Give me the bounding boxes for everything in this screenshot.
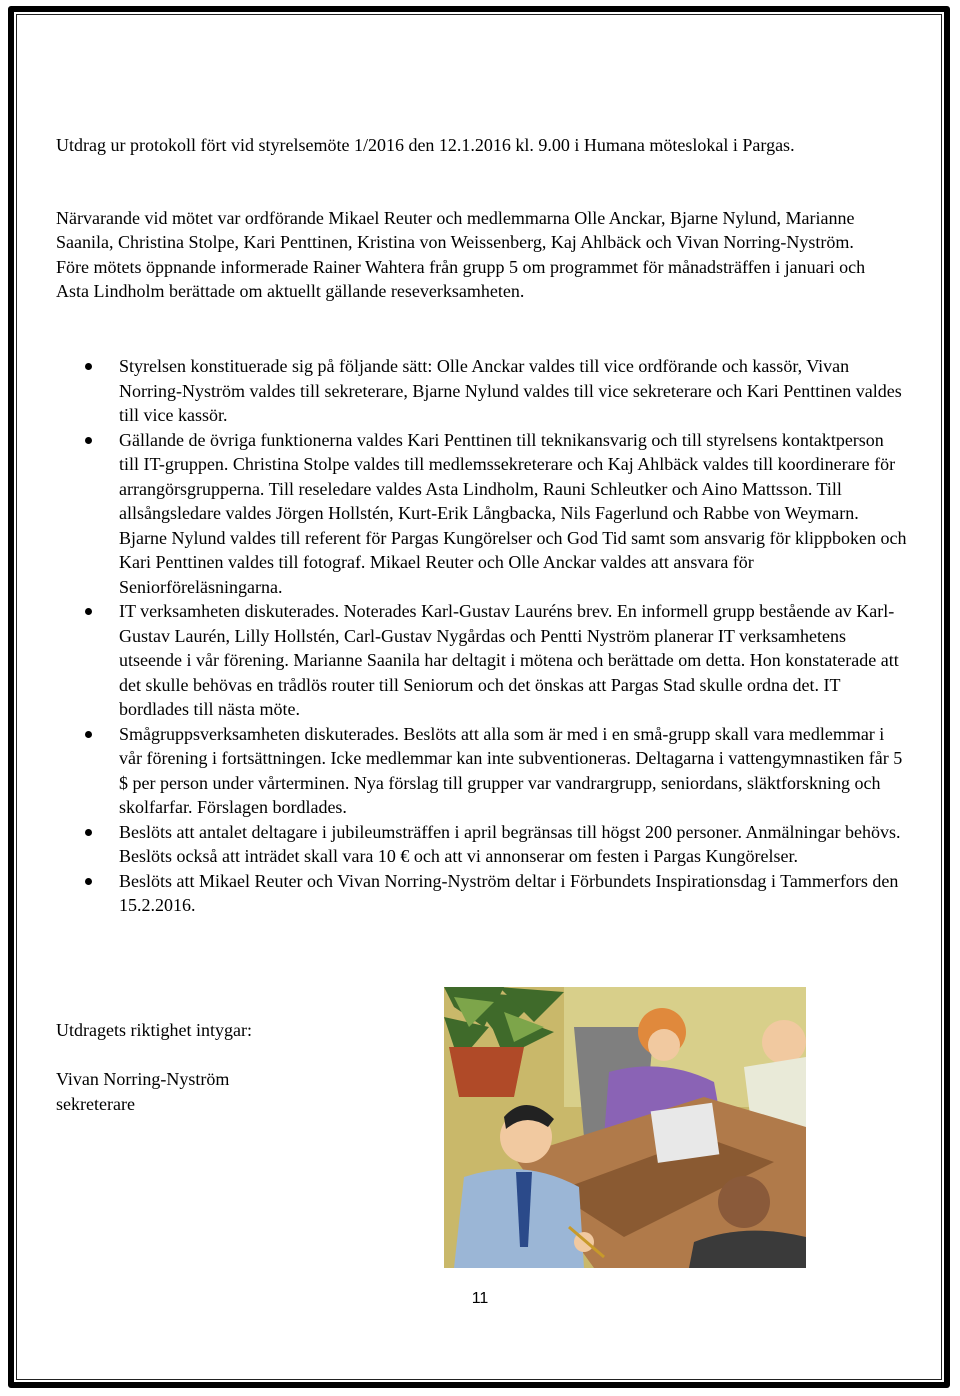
- bullet-icon: [85, 363, 92, 370]
- page-number: 11: [471, 1290, 489, 1307]
- meeting-clipart-icon: [444, 987, 806, 1268]
- bullet-icon: [85, 608, 92, 615]
- attestation-label: Utdragets riktighet intygar:: [56, 1020, 252, 1040]
- list-item: Gällande de övriga funktionerna valdes Kari Penttinen till teknikansvarig och till styrelsens kontaktperson till IT-gruppen. Christina Stolpe valdes till medlemssekreterare och Kaj Ahlbäck valdes till koordinerare för arrangörsgrupperna. Till reseledare valdes Asta Lindholm, Rauni Schleutker och Aino Mattsson. Till allsångsledare valdes Jörgen Hollstén, Kurt-Erik Långbacka, Nils Fagerlund och Rabbe von Weymarn. Bjarne Nylund valdes till referent för Pargas Kungörelser och God Tid samt som ansvarig för klippboken och Kari Penttinen valdes till fotograf. Mikael Reuter och Olle Anckar valdes att ansvara för Seniorföreläsningarna.: [56, 428, 908, 600]
- list-item: Smågruppsverksamheten diskuterades. Beslöts att alla som är med i en små-grupp skall vara medlemmar i vår förening i fortsättningen. Icke medlemmar kan inte subventioneras. Deltagarna i vattengymnastiken får 5 $ per person under vårterminen. Nya förslag till grupper var vandrargrupp, seniordans, släktforskning och skolfarfar. Förslagen bordlades.: [56, 722, 908, 820]
- list-item: Beslöts att Mikael Reuter och Vivan Norring-Nyström deltar i Förbundets Inspirationsdag i Tammerfors den 15.2.2016.: [56, 869, 908, 918]
- list-item: Beslöts att antalet deltagare i jubileumsträffen i april begränsas till högst 200 personer. Anmälningar behövs. Beslöts också att inträdet skall vara 10 € och att vi annonserar om festen i Pargas Kungörelser.: [56, 820, 908, 869]
- list-item: Styrelsen konstituerade sig på följande sätt: Olle Anckar valdes till vice ordförande och kassör, Vivan Norring-Nyström valdes till sekreterare, Bjarne Nylund valdes till vice sekreterare och Kari Penttinen valdes till vice kassör.: [56, 354, 908, 428]
- decision-list: [56, 354, 908, 918]
- attendance-paragraph: Närvarande vid mötet var ordförande Mikael Reuter och medlemmarna Olle Anckar, Bjarne Nylund, Marianne Saanila, Christina Stolpe, Kari Penttinen, Kristina von Weissenberg, Kaj Ahlbäck och Vivan Norring-Nyström. Före mötets öppnande informerade Rainer Wahtera från grupp 5 om programmet för månadsträffen i januari och Asta Lindholm berättade om aktuellt gällande reseverksamheten.: [56, 208, 866, 302]
- bullet-icon: [85, 731, 92, 738]
- bullet-icon: [85, 437, 92, 444]
- bullet-icon: [85, 878, 92, 885]
- signer-title: sekreterare: [56, 1094, 135, 1114]
- signer-name: Vivan Norring-Nyström: [56, 1069, 230, 1089]
- bullet-icon: [85, 829, 92, 836]
- header-paragraph: Utdrag ur protokoll fört vid styrelsemöte 1/2016 den 12.1.2016 kl. 9.00 i Humana möteslokal i Pargas.: [56, 135, 795, 155]
- list-item: IT verksamheten diskuterades. Noterades Karl-Gustav Lauréns brev. En informell grupp bestående av Karl-Gustav Laurén, Lilly Hollstén, Carl-Gustav Nygårdas och Pentti Nyström planerar IT verksamhetens utseende i vår förening. Marianne Saanila har deltagit i mötena och berättade om detta. Hon konstaterade att det skulle behövas en trådlös router till Seniorum och det önskas att Pargas Stad skulle ordna det. IT bordlades till nästa möte.: [56, 599, 908, 722]
